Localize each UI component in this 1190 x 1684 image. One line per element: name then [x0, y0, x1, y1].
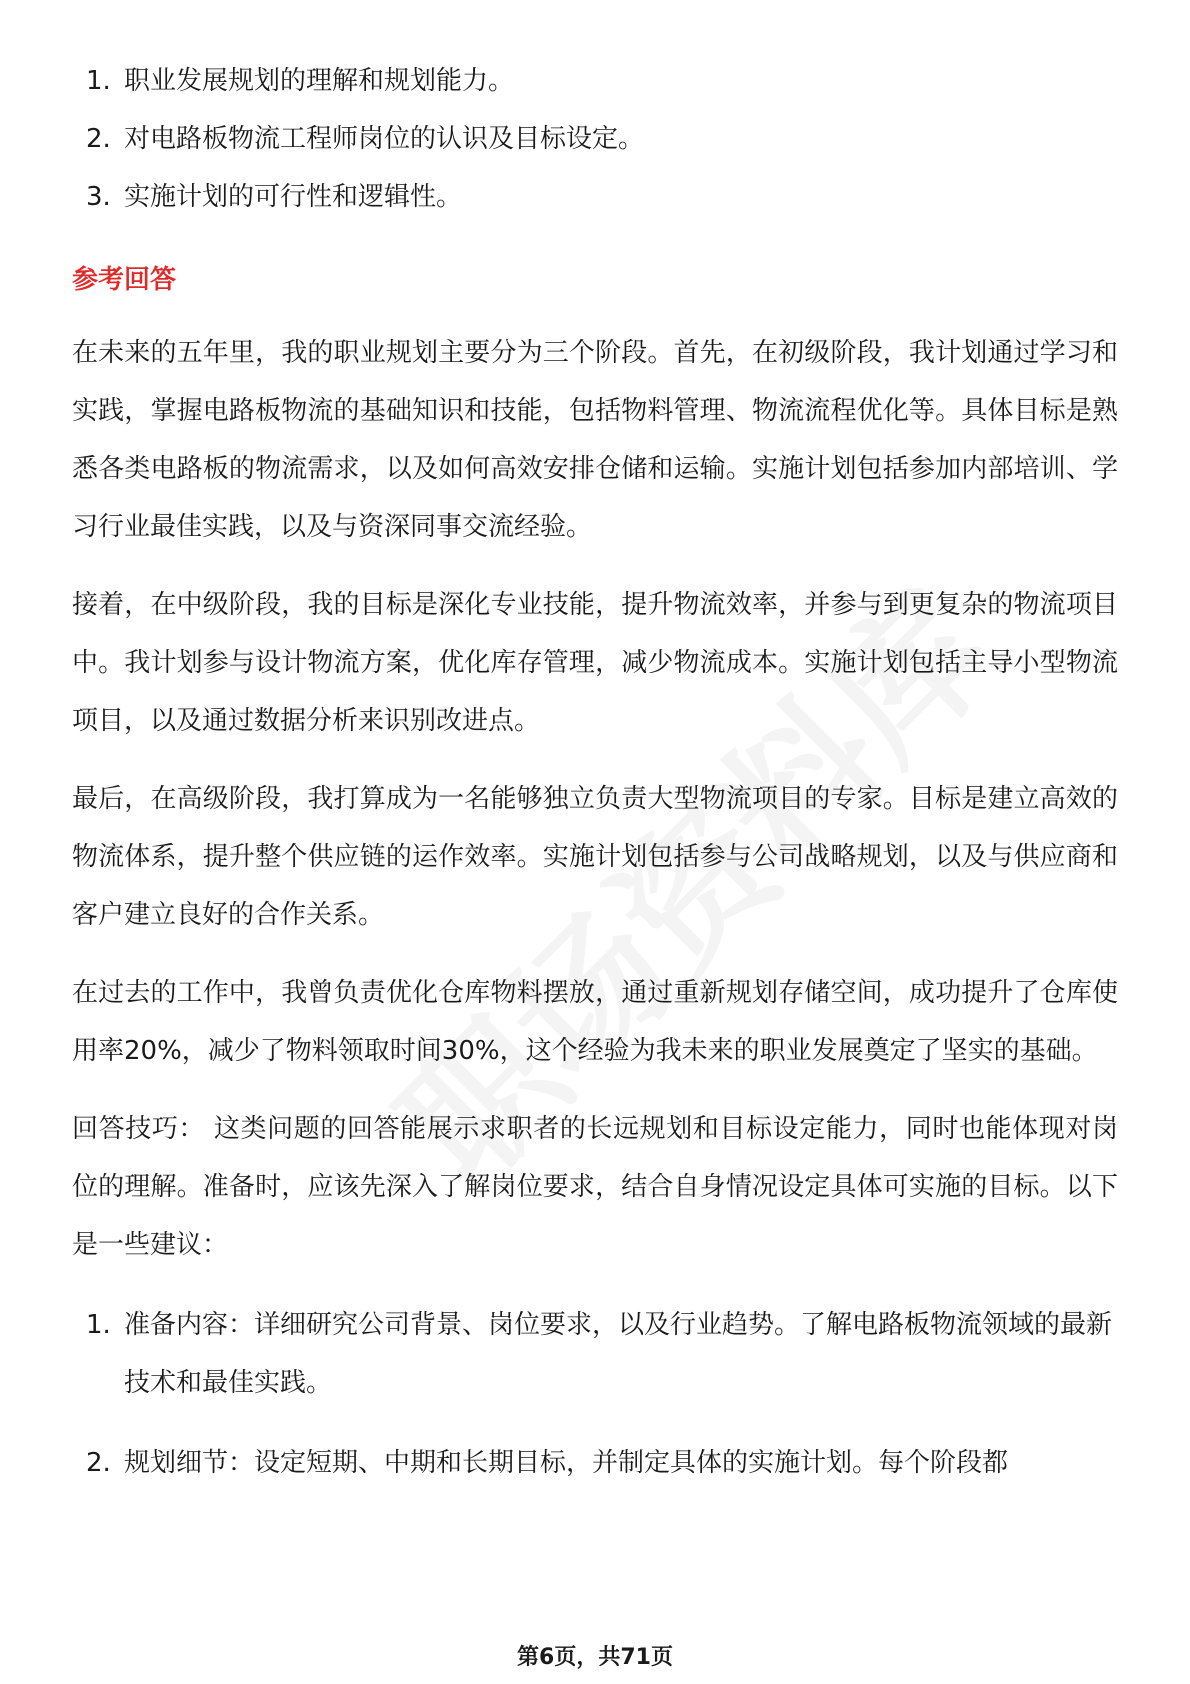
list-item	[72, 1296, 1118, 1412]
list-item	[72, 52, 1118, 110]
list-item	[72, 168, 1118, 226]
document-page	[72, 0, 1118, 1514]
criteria-list	[72, 52, 1118, 226]
list-item-text: 对电路板物流工程师岗位的认识及目标设定。	[124, 124, 645, 154]
tips-paragraph: 回答技巧： 这类问题的回答能展示求职者的长远规划和目标设定能力，同时也能体现对岗位的理解。准备时，应该先深入了解岗位要求，结合自身情况设定具体可实施的目标。以下是一些建议：	[72, 1114, 1118, 1260]
list-number: 3.	[86, 182, 111, 212]
tips-list	[72, 1296, 1118, 1492]
list-number: 2.	[86, 1448, 111, 1478]
list-number: 2.	[86, 124, 111, 154]
list-item-text: 准备内容：详细研究公司背景、岗位要求，以及行业趋势。了解电路板物流领域的最新技术和最佳实践。	[124, 1310, 1113, 1398]
answer-paragraph: 在过去的工作中，我曾负责优化仓库物料摆放，通过重新规划存储空间，成功提升了仓库使用率20%，减少了物料领取时间30%，这个经验为我未来的职业发展奠定了坚实的基础。	[72, 978, 1118, 1066]
answer-paragraph: 最后，在高级阶段，我打算成为一名能够独立负责大型物流项目的专家。目标是建立高效的物流体系，提升整个供应链的运作效率。实施计划包括参与公司战略规划，以及与供应商和客户建立良好的合作关系。	[72, 784, 1118, 930]
section-heading: 参考回答	[72, 265, 177, 295]
list-number: 1.	[86, 1310, 111, 1340]
list-item	[72, 1434, 1118, 1492]
list-item	[72, 110, 1118, 168]
answer-paragraph: 接着，在中级阶段，我的目标是深化专业技能，提升物流效率，并参与到更复杂的物流项目中。我计划参与设计物流方案，优化库存管理，减少物流成本。实施计划包括主导小型物流项目，以及通过数据分析来识别改进点。	[72, 590, 1118, 736]
list-item-text: 职业发展规划的理解和规划能力。	[124, 66, 515, 96]
list-item-text: 规划细节：设定短期、中期和长期目标，并制定具体的实施计划。每个阶段都	[124, 1448, 1009, 1478]
page-footer: 第6页，共71页	[517, 1645, 673, 1670]
list-number: 1.	[86, 66, 111, 96]
list-item-text: 实施计划的可行性和逻辑性。	[124, 182, 463, 212]
answer-paragraph: 在未来的五年里，我的职业规划主要分为三个阶段。首先，在初级阶段，我计划通过学习和实践，掌握电路板物流的基础知识和技能，包括物料管理、物流流程优化等。具体目标是熟悉各类电路板的物流需求，以及如何高效安排仓储和运输。实施计划包括参加内部培训、学习行业最佳实践，以及与资深同事交流经验。	[72, 338, 1118, 542]
